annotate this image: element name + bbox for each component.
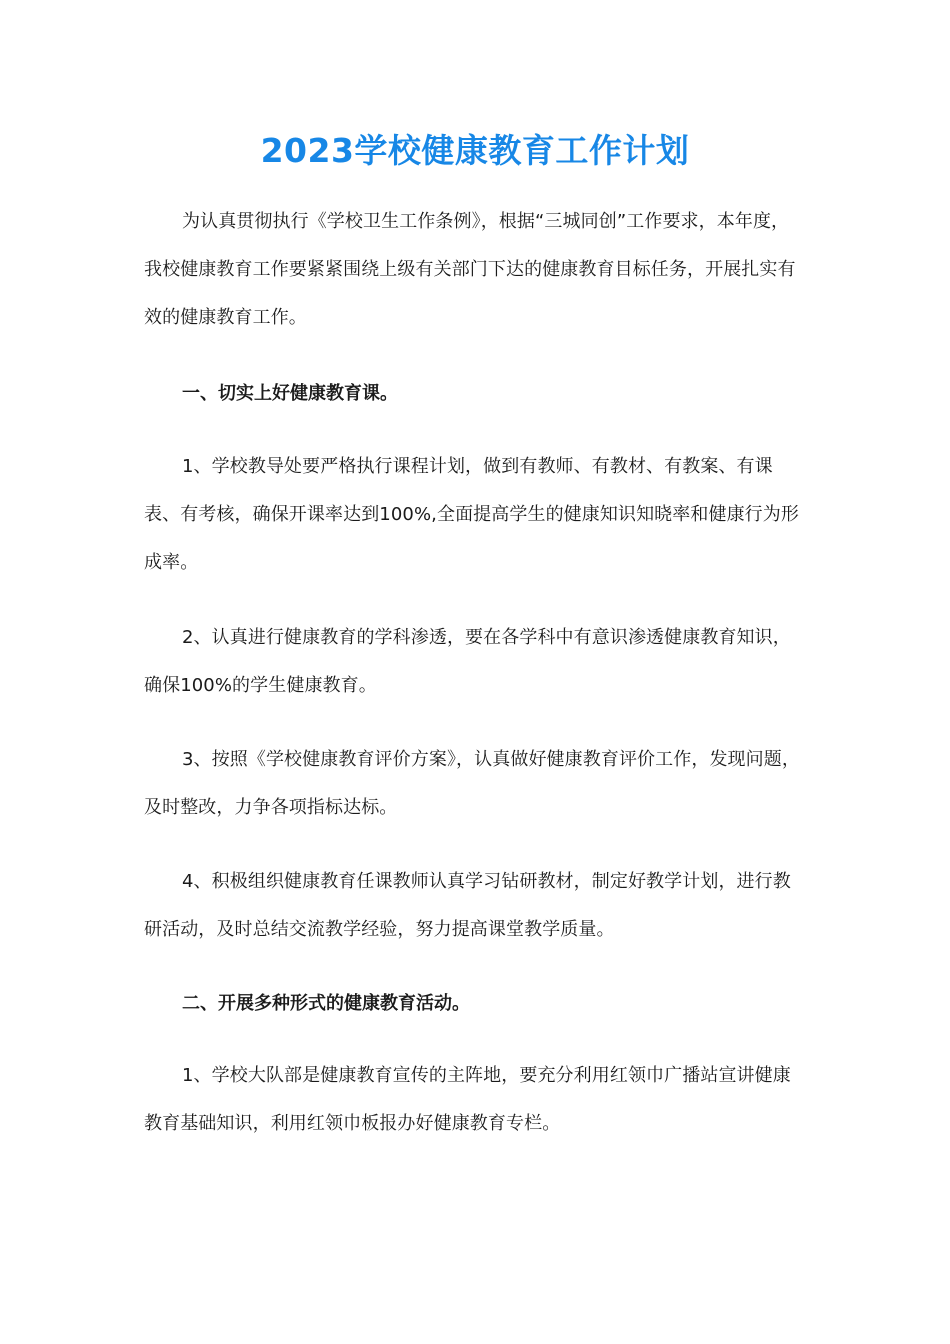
document-title: 2023学校健康教育工作计划 xyxy=(260,131,690,170)
section-1-item-1: 1、学校教导处要严格执行课程计划，做到有教师、有教材、有教案、有课表、有考核，确保开课率达到100%,全面提高学生的健康知识知晓率和健康行为形成率。 xyxy=(144,456,799,573)
section-1-heading: 一、切实上好健康教育课。 xyxy=(182,383,398,404)
section-1-item-3: 3、按照《学校健康教育评价方案》，认真做好健康教育评价工作，发现问题，及时整改，力争各项指标达标。 xyxy=(144,749,800,818)
section-1-item-4: 4、积极组织健康教育任课教师认真学习钻研教材，制定好教学计划，进行教研活动，及时总结交流教学经验，努力提高课堂教学质量。 xyxy=(144,871,791,940)
section-1-item-2: 2、认真进行健康教育的学科渗透，要在各学科中有意识渗透健康教育知识，确保100%的学生健康教育。 xyxy=(144,627,791,696)
intro-paragraph: 为认真贯彻执行《学校卫生工作条例》，根据“三城同创”工作要求，本年度，我校健康教育工作要紧紧围绕上级有关部门下达的健康教育目标任务，开展扎实有效的健康教育工作。 xyxy=(144,211,796,328)
section-2-heading: 二、开展多种形式的健康教育活动。 xyxy=(182,993,470,1014)
section-2-item-1: 1、学校大队部是健康教育宣传的主阵地，要充分利用红领巾广播站宣讲健康教育基础知识，利用红领巾板报办好健康教育专栏。 xyxy=(144,1065,791,1134)
